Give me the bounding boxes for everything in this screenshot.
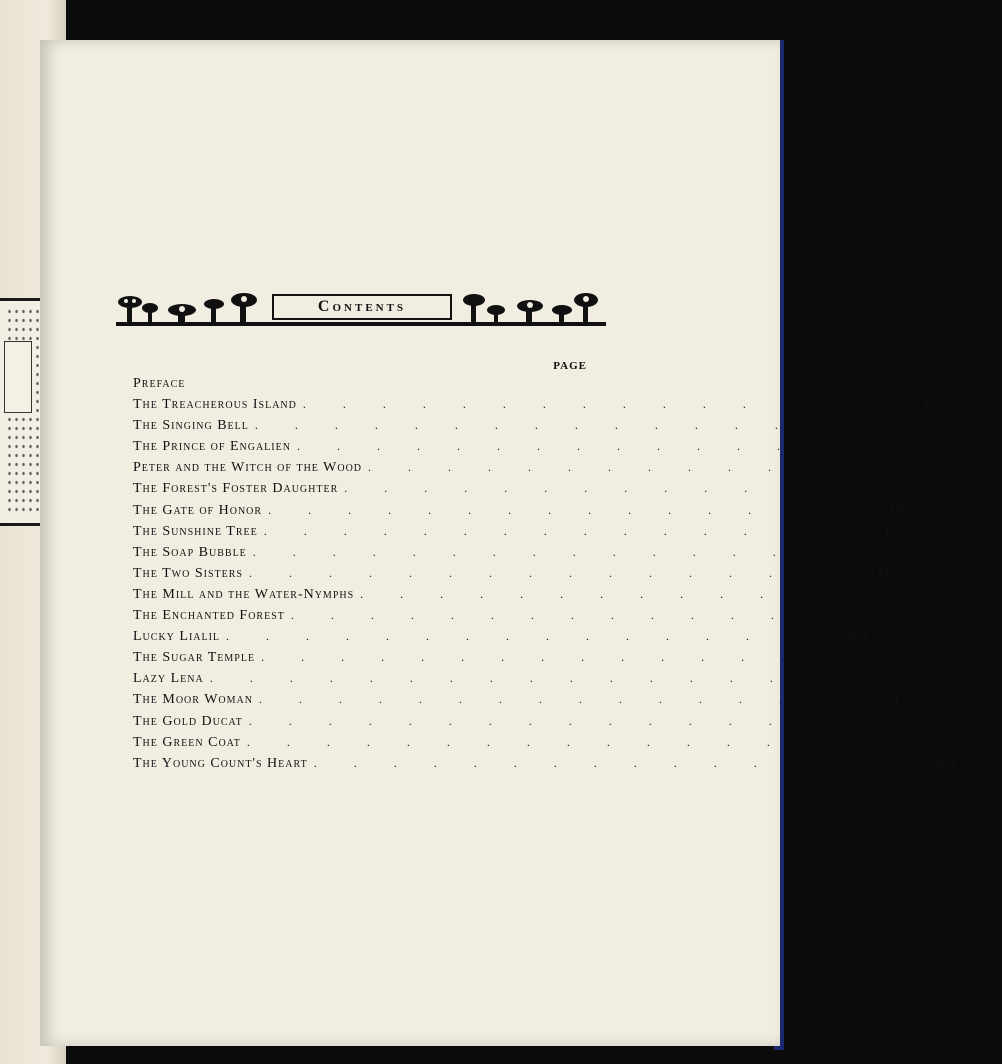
toc-entry-title: The Sunshine Tree: [133, 523, 258, 539]
toc-entry: [133, 523, 905, 545]
toc-entry: [133, 439, 931, 460]
toc-entry: [133, 481, 979, 502]
toc-entry-page-number: 91: [964, 481, 979, 497]
leader-dots: . . . . . . . . . . . . . . . .: [209, 671, 830, 686]
toc-entry-title: The Sugar Temple: [133, 650, 256, 666]
toc-entry-title: The Young Count's Heart: [133, 755, 308, 771]
toc-entry-title: The Green Coat: [133, 734, 241, 750]
toc-entry-page-number: 241: [878, 692, 900, 708]
toc-entry: [133, 502, 910, 524]
table-of-contents: [133, 360, 1002, 777]
toc-entry-page-number: 55: [916, 439, 931, 455]
leader-dots: . . . . . . . . . . . . . . . .: [248, 713, 869, 728]
leader-dots: . . . . . . . . . . . . . . . .: [252, 544, 873, 559]
toc-entry: [133, 397, 937, 418]
toc-entry-title: The Treacherous Island: [133, 397, 297, 413]
toc-entry: [133, 650, 903, 671]
leader-dots: . . . . . . . . . . . . . . . .: [263, 523, 884, 538]
leader-dots: . . . . . . . . . . . . . . . .: [344, 481, 965, 496]
toc-entry: [133, 544, 894, 566]
toc-entry-page-number: 151: [868, 565, 890, 581]
leader-dots: . . . . . . . . . . . . . . . .: [296, 439, 917, 454]
leader-dots: . . . . . . . . . . . . . . . .: [313, 755, 934, 770]
contents-page: [40, 40, 1002, 1046]
toc-entry-title: The Singing Bell: [133, 418, 249, 434]
toc-entry-title: The Moor Woman: [133, 692, 253, 708]
toc-entries: [133, 376, 1002, 777]
toc-entry: [133, 565, 890, 587]
toc-entry-title: Preface: [133, 376, 186, 391]
leader-dots: . . . . . . . . . . . . . . . .: [246, 734, 867, 749]
toc-entry-title: The Gold Ducat: [133, 713, 243, 729]
toc-entry-page-number: 37: [874, 418, 889, 434]
leader-dots: . . . . . . . . . . . . . . . .: [254, 418, 875, 433]
leader-dots: . . . . . . . . . . . . . . . .: [261, 650, 882, 665]
toc-entry-page-number: 225: [829, 671, 851, 687]
toc-entry-title: Lucky Lialil: [133, 629, 221, 645]
toc-entry: [133, 692, 900, 713]
leader-dots: . . . . . . . . . . . . . . . .: [302, 397, 923, 412]
toc-entry-page-number: 193: [846, 629, 868, 645]
toc-entry-page-number: 109: [888, 502, 910, 518]
toc-entry-title: The Prince of Engalien: [133, 439, 291, 455]
toc-entry: [133, 376, 587, 397]
toc-entry: [133, 734, 888, 756]
toc-entry-page-number: 137: [872, 544, 894, 560]
illustration-panel: [4, 341, 32, 413]
toc-entry-page-number: 269: [866, 734, 888, 750]
toc-entry: [133, 418, 889, 439]
contents-header-decoration: [116, 288, 606, 332]
toc-entry-page-number: 125: [883, 523, 905, 539]
toc-entry-page-number: 15: [922, 397, 937, 413]
toc-entry-page-number: 71: [988, 460, 1002, 476]
page-column-label: PAGE: [553, 360, 587, 372]
toc-entry-title: Lazy Lena: [133, 671, 204, 687]
toc-entry: [133, 755, 955, 777]
leader-dots: . . . . . . . . . . . . . . . .: [258, 692, 879, 707]
toc-entry-page-number: 163: [980, 586, 1002, 602]
toc-entry-title: The Forest's Foster Daughter: [133, 481, 339, 497]
toc-entry-title: The Two Sisters: [133, 565, 243, 581]
toc-entry: [133, 713, 890, 735]
toc-entry-title: The Soap Bubble: [133, 544, 247, 560]
toc-entry-page-number: 255: [868, 713, 890, 729]
leader-dots: . . . . . . . . . . . . . . . .: [248, 565, 869, 580]
toc-entry-title: The Gate of Honor: [133, 502, 263, 518]
leader-dots: . . . . . . . . . . . . . . . .: [226, 629, 847, 644]
toc-entry: [133, 460, 1002, 481]
leader-dots: . . . . . . . . . . . . . . . .: [268, 502, 889, 517]
toc-entry-title: Peter and the Witch of the Wood: [133, 460, 363, 476]
toc-entry-title: The Enchanted Forest: [133, 608, 285, 624]
leader-dots: . . . . . . . . . . . . . . . .: [360, 586, 981, 601]
toc-entry-page-number: 177: [910, 608, 932, 624]
toc-entry: [133, 629, 868, 650]
toc-entry: [133, 671, 851, 692]
toc-entry-page-number: 209: [881, 650, 903, 666]
toc-entry-title: The Mill and the Water-Nymphs: [133, 586, 355, 602]
toc-entry: [133, 586, 1002, 608]
toc-entry: [133, 608, 932, 629]
leader-dots: . . . . . . . . . . . . . . . .: [290, 608, 911, 623]
toc-entry-page-number: 283: [933, 755, 955, 771]
leader-dots: . . . . . . . . . . . . . . . .: [368, 460, 989, 475]
contents-heading: Contents: [272, 294, 452, 320]
